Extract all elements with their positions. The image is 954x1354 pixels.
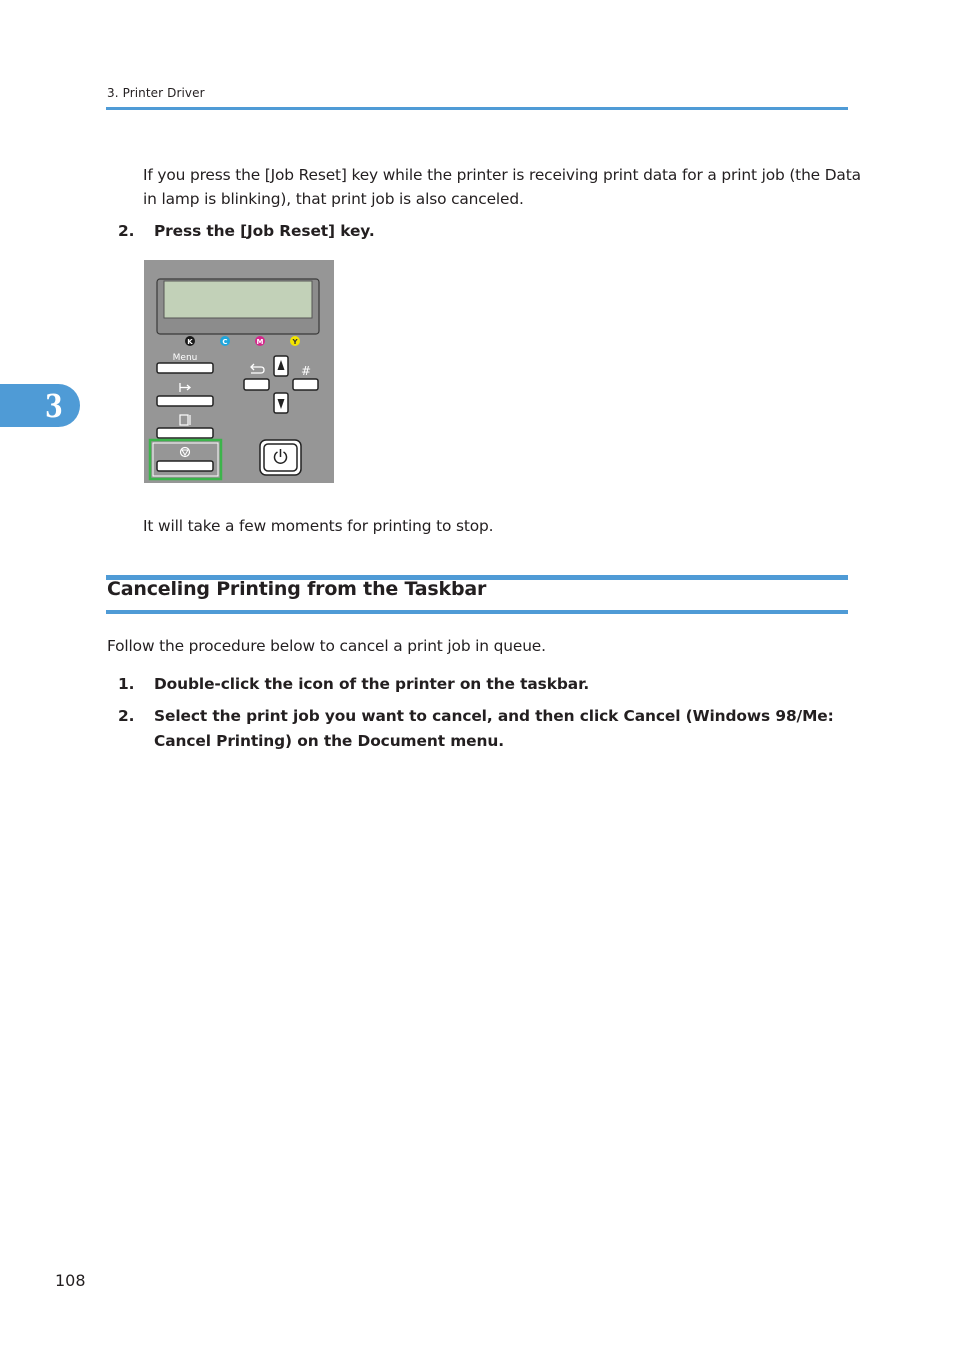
note-paragraph: If you press the [Job Reset] key while the printer is receiving print data for a print job (the Data in lamp is blinking), that print job is also canceled. <box>143 166 861 208</box>
header-rule <box>106 107 848 110</box>
step-text: Double-click the icon of the printer on the taskbar. <box>154 675 590 693</box>
form-feed-key[interactable] <box>157 428 213 438</box>
toner-label-c: C <box>222 338 228 346</box>
page-number: 108 <box>55 1271 86 1290</box>
power-key[interactable] <box>264 444 297 471</box>
control-panel-illustration <box>144 260 334 483</box>
step-text: Press the [Job Reset] key. <box>154 222 375 240</box>
enter-icon <box>180 383 190 392</box>
form-feed-icon <box>180 415 190 425</box>
control-panel-svg <box>144 260 334 483</box>
step-number: 2. <box>118 707 135 725</box>
section-heading: Canceling Printing from the Taskbar <box>107 578 487 600</box>
chapter-tab <box>0 384 80 427</box>
job-reset-icon <box>181 448 190 457</box>
chapter-number: 3 <box>45 387 63 425</box>
running-header: 3. Printer Driver <box>107 86 205 100</box>
section-intro: Follow the procedure below to cancel a print job in queue. <box>107 637 546 655</box>
toner-indicator-m <box>255 336 265 346</box>
toner-indicator-k <box>185 336 195 346</box>
toner-indicator-y <box>290 336 300 346</box>
menu-key-label: Menu <box>172 353 198 363</box>
toner-label-k: K <box>187 338 193 346</box>
lcd-display <box>164 281 312 318</box>
escape-key[interactable] <box>244 379 269 390</box>
step-number: 1. <box>118 675 135 693</box>
step-text: Select the print job you want to cancel, and then click Cancel (Windows 98/Me: Cancel Printing) on the Document menu. <box>154 707 834 750</box>
ok-key[interactable] <box>293 379 318 390</box>
stop-note: It will take a few moments for printing to stop. <box>143 517 494 535</box>
ok-key-label: # <box>300 364 312 378</box>
toner-label-y: Y <box>292 338 298 346</box>
enter-key[interactable] <box>157 396 213 406</box>
job-reset-highlight <box>150 440 221 479</box>
job-reset-key[interactable] <box>157 461 213 471</box>
escape-icon <box>251 364 264 373</box>
toner-label-m: M <box>256 338 264 346</box>
toner-indicator-c <box>220 336 230 346</box>
step-number: 2. <box>118 222 135 240</box>
section-rule-bottom <box>106 610 848 614</box>
menu-key[interactable] <box>157 363 213 373</box>
